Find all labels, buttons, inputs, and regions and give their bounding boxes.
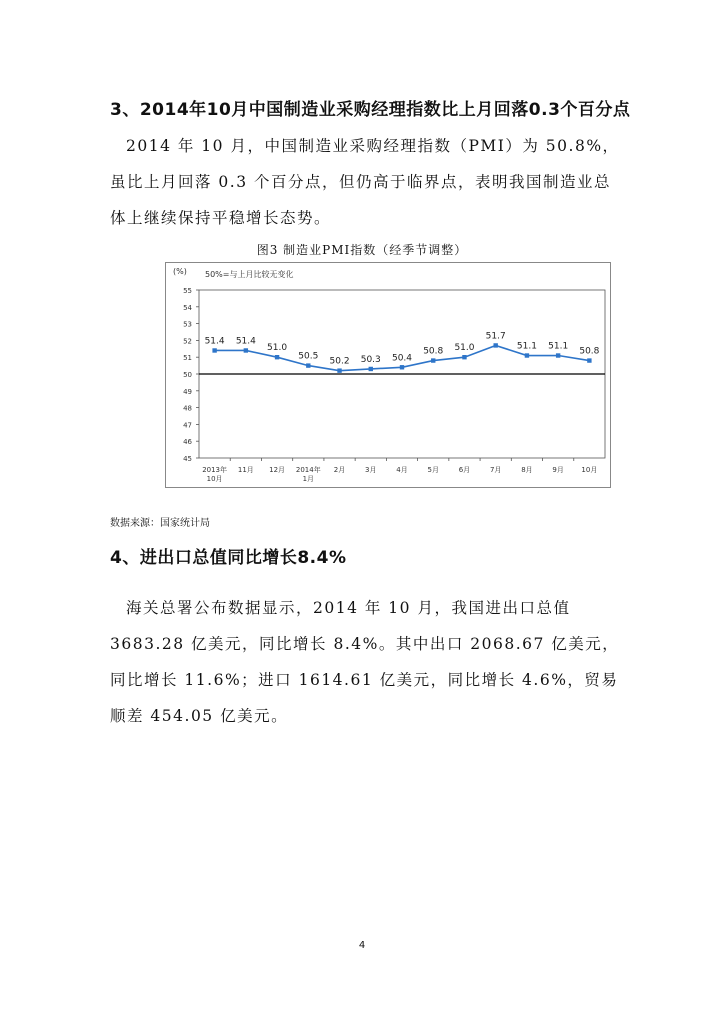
pmi-chart (165, 262, 611, 488)
x-tick-label-line: 7月 (489, 466, 502, 474)
y-unit-label: (%) (173, 267, 187, 276)
data-point (369, 367, 373, 371)
x-tick-label (202, 465, 227, 483)
x-tick-label (490, 466, 501, 474)
data-label: 50.2 (329, 356, 350, 367)
data-point (525, 353, 529, 357)
data-label: 50.8 (423, 346, 444, 357)
data-label: 51.4 (204, 336, 225, 347)
y-tick-label: 51 (183, 354, 192, 363)
x-tick-label (396, 466, 407, 474)
data-source: 数据来源：国家统计局 (110, 518, 210, 529)
data-label: 51.0 (454, 343, 475, 354)
chart-frame (166, 263, 611, 488)
y-tick-label: 54 (183, 303, 192, 312)
y-tick-label: 55 (183, 287, 192, 295)
x-tick-label (521, 466, 532, 474)
x-tick-label-line: 2月 (333, 466, 346, 474)
x-tick-label-line: 10月 (206, 475, 223, 483)
data-point (306, 363, 310, 367)
x-tick-label (238, 466, 254, 474)
data-point (400, 365, 404, 369)
x-tick-label-line: 6月 (458, 466, 471, 474)
data-label: 51.7 (485, 331, 506, 342)
x-tick-label-line: 9月 (552, 466, 564, 474)
data-point (462, 355, 466, 359)
x-tick-label-line: 11月 (237, 466, 254, 474)
x-tick-label-line: 10月 (581, 466, 598, 474)
data-point (275, 355, 279, 359)
data-point (493, 343, 497, 347)
data-point (587, 358, 591, 362)
data-point (556, 353, 560, 357)
chart-annotation: 50%=与上月比较无变化 (205, 270, 294, 279)
section-3-paragraph-text: 2014 年 10 月，中国制造业采购经理指数（PMI）为 50.8%，虽比上月回落 0.3 个百分点，但仍高于临界点，表明我国制造业总体上继续保持平稳增长态势。 (110, 137, 620, 227)
x-tick-label-line: 8月 (521, 466, 533, 474)
x-tick-label (296, 465, 321, 483)
y-tick-label: 45 (183, 455, 192, 463)
page-number: 4 (358, 940, 366, 951)
data-label: 50.8 (579, 346, 600, 357)
y-tick-label: 52 (183, 337, 192, 346)
x-tick-label (427, 466, 438, 474)
x-tick-label (365, 466, 376, 474)
x-tick-label-line: 1月 (302, 475, 315, 483)
data-label: 51.0 (267, 343, 288, 354)
figure-caption: 图3 制造业PMI指数（经季节调整） (256, 243, 468, 257)
y-tick-label: 46 (183, 438, 192, 447)
data-label: 51.1 (548, 341, 569, 352)
x-tick-label (334, 466, 345, 474)
x-tick-label (269, 466, 285, 474)
x-tick-label-line: 5月 (427, 466, 439, 474)
y-tick-label: 50 (183, 371, 192, 379)
data-label: 51.4 (235, 336, 256, 347)
y-tick-label: 47 (183, 421, 192, 430)
data-point (337, 368, 341, 372)
section-4-heading: 4、进出口总值同比增长8.4% (110, 548, 347, 568)
data-point (212, 348, 216, 352)
data-label: 50.3 (360, 354, 381, 365)
y-tick-label: 49 (183, 387, 192, 396)
x-tick-label-line: 3月 (365, 466, 377, 474)
x-tick-label-line: 12月 (269, 466, 286, 474)
x-tick-label (552, 466, 563, 474)
section-4-paragraph-text: 海关总署公布数据显示，2014 年 10 月，我国进出口总值 3683.28 亿美元，同比增长 8.4%。其中出口 2068.67 亿美元，同比增长 11.6%；进口 1614.61 亿美元，同比增长 4.6%，贸易顺差 454.05 亿美元。 (110, 599, 620, 725)
section-3-paragraph (110, 128, 620, 236)
x-tick-label-line: 2014年 (295, 466, 321, 474)
data-label: 51.1 (516, 341, 537, 352)
y-tick-label: 48 (183, 404, 192, 413)
section-4-paragraph (110, 590, 620, 734)
x-tick-label (581, 466, 597, 474)
x-tick-label-line: 2013年 (202, 466, 228, 474)
data-label: 50.4 (391, 353, 413, 364)
x-tick-label (459, 466, 470, 474)
x-tick-label-line: 4月 (396, 466, 408, 474)
y-tick-label: 53 (183, 320, 192, 329)
data-label: 50.5 (298, 351, 319, 362)
pmi-chart-svg (165, 262, 611, 488)
data-point (244, 348, 248, 352)
data-point (431, 358, 435, 362)
section-3-heading: 3、2014年10月中国制造业采购经理指数比上月回落0.3个百分点 (110, 100, 631, 120)
